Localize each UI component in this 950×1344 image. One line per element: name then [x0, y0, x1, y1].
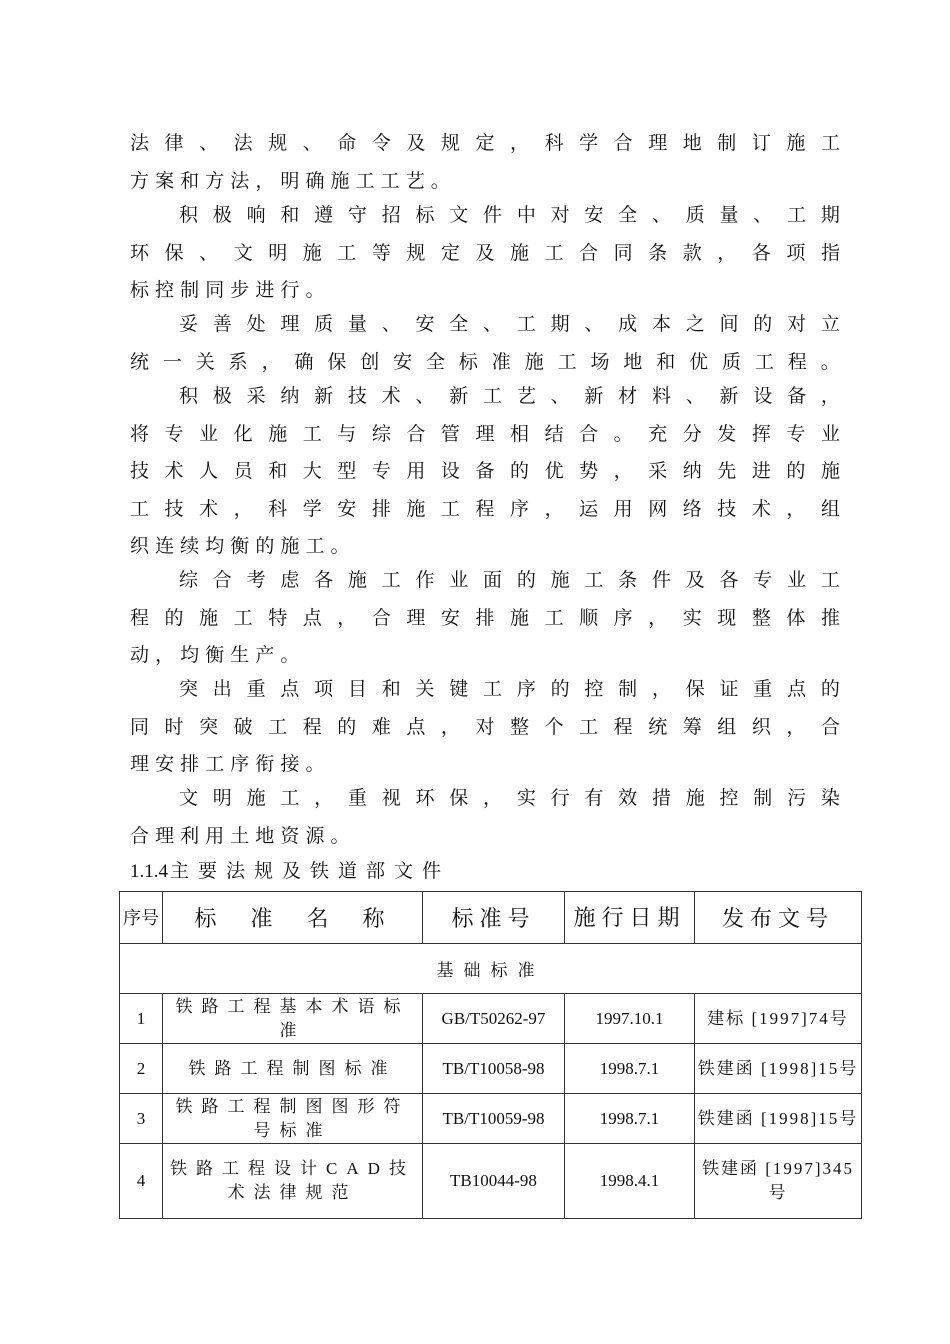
standards-table [119, 891, 862, 1219]
text-line: 同 时 突 破 工 程 的 难 点 ， 对 整 个 工 程 统 筹 组 织 ， 合 [130, 715, 840, 738]
text-line: 工 技 术 ， 科 学 安 排 施 工 程 序 ， 运 用 网 络 技 术 ， 组 [130, 497, 840, 520]
cell-name: 铁路工程设计CAD技术法律规范 [163, 1144, 423, 1219]
text-line: 法 律 、 法 规 、 命 令 及 规 定 ， 科 学 合 理 地 制 订 施 工 [130, 132, 840, 154]
paragraph-2 [130, 197, 840, 310]
text-line: 统 一 关 系 ， 确 保 创 安 全 标 准 施 工 场 地 和 优 质 工 程 。 [130, 350, 840, 373]
cell-doc: 铁建函 [1998]15号 [695, 1094, 862, 1144]
table-row [120, 1094, 862, 1144]
header-doc: 发布文号 [695, 892, 862, 944]
section-number: 1.1.4 [130, 861, 168, 882]
header-seq: 序号 [120, 892, 163, 944]
text-line: 技 术 人 员 和 大 型 专 用 设 备 的 优 势 ， 采 纳 先 进 的 施 [130, 460, 840, 482]
paragraph-5 [130, 562, 840, 675]
cell-doc: 铁建函 [1998]15号 [695, 1044, 862, 1094]
text-line: 理 安 排 工 序 衔 接 。 [130, 753, 325, 775]
cell-seq: 3 [120, 1094, 163, 1144]
cell-code: TB/T10059-98 [423, 1094, 565, 1144]
cell-code: GB/T50262-97 [423, 994, 565, 1044]
cell-doc: 铁建函 [1997]345 号 [695, 1144, 862, 1219]
cell-date: 1998.7.1 [565, 1044, 695, 1094]
text-line: 妥 善 处 理 质 量 、 安 全 、 工 期 、 成 本 之 间 的 对 立 [179, 313, 840, 335]
cell-seq: 2 [120, 1044, 163, 1094]
text-line: 标 控 制 同 步 进 行 。 [130, 279, 325, 301]
cell-code: TB10044-98 [423, 1144, 565, 1219]
section-heading [130, 855, 550, 887]
text-line: 突 出 重 点 项 目 和 关 键 工 序 的 控 制 ， 保 证 重 点 的 [179, 678, 840, 700]
paragraph-7 [130, 780, 840, 855]
text-line: 合 理 利 用 土 地 资 源 。 [130, 824, 350, 847]
cell-doc: 建标 [1997]74号 [695, 994, 862, 1044]
group-title: 基础标准 [120, 944, 862, 994]
paragraph-3 [130, 306, 840, 381]
paragraph-6 [130, 671, 840, 784]
paragraph-1 [130, 125, 840, 200]
table-group-row [120, 944, 862, 994]
text-line: 文 明 施 工 ， 重 视 环 保 ， 实 行 有 效 措 施 控 制 污 染 [179, 787, 840, 809]
cell-date: 1998.7.1 [565, 1094, 695, 1144]
text-line: 积 极 响 和 遵 守 招 标 文 件 中 对 安 全 、 质 量 、 工 期 [179, 204, 840, 226]
text-line: 综 合 考 虑 各 施 工 作 业 面 的 施 工 条 件 及 各 专 业 工 [179, 569, 840, 591]
table-row [120, 1044, 862, 1094]
cell-name: 铁路工程基本术语标准 [163, 994, 423, 1044]
cell-name: 铁路工程制图标准 [163, 1044, 423, 1094]
paragraph-4 [130, 378, 840, 566]
cell-seq: 1 [120, 994, 163, 1044]
header-name: 标 准 名 称 [163, 892, 423, 944]
text-line: 将 专 业 化 施 工 与 综 合 管 理 相 结 合 。 充 分 发 挥 专 业 [130, 422, 840, 445]
table-row [120, 1144, 862, 1219]
table-row [120, 994, 862, 1044]
cell-code: TB/T10058-98 [423, 1044, 565, 1094]
cell-date: 1998.4.1 [565, 1144, 695, 1219]
text-line: 程 的 施 工 特 点 ， 合 理 安 排 施 工 顺 序 ， 实 现 整 体 推 [130, 606, 840, 629]
text-line: 织 连 续 均 衡 的 施 工 。 [130, 535, 350, 557]
section-title: 主要法规及铁道部文件 [170, 860, 451, 882]
text-line: 环 保 、 文 明 施 工 等 规 定 及 施 工 合 同 条 款 ， 各 项 指 [130, 241, 840, 264]
cell-name: 铁路工程制图图形符号标准 [163, 1094, 423, 1144]
cell-seq: 4 [120, 1144, 163, 1219]
text-line: 方 案 和 方 法 ， 明 确 施 工 工 艺 。 [130, 169, 450, 192]
cell-date: 1997.10.1 [565, 994, 695, 1044]
text-line: 积 极 采 纳 新 技 术 、 新 工 艺 、 新 材 料 、 新 设 备 ， [179, 385, 840, 407]
header-date: 施行日期 [565, 892, 695, 944]
table-header-row [120, 892, 862, 944]
text-line: 动 ， 均 衡 生 产 。 [130, 644, 300, 666]
header-code: 标准号 [423, 892, 565, 944]
